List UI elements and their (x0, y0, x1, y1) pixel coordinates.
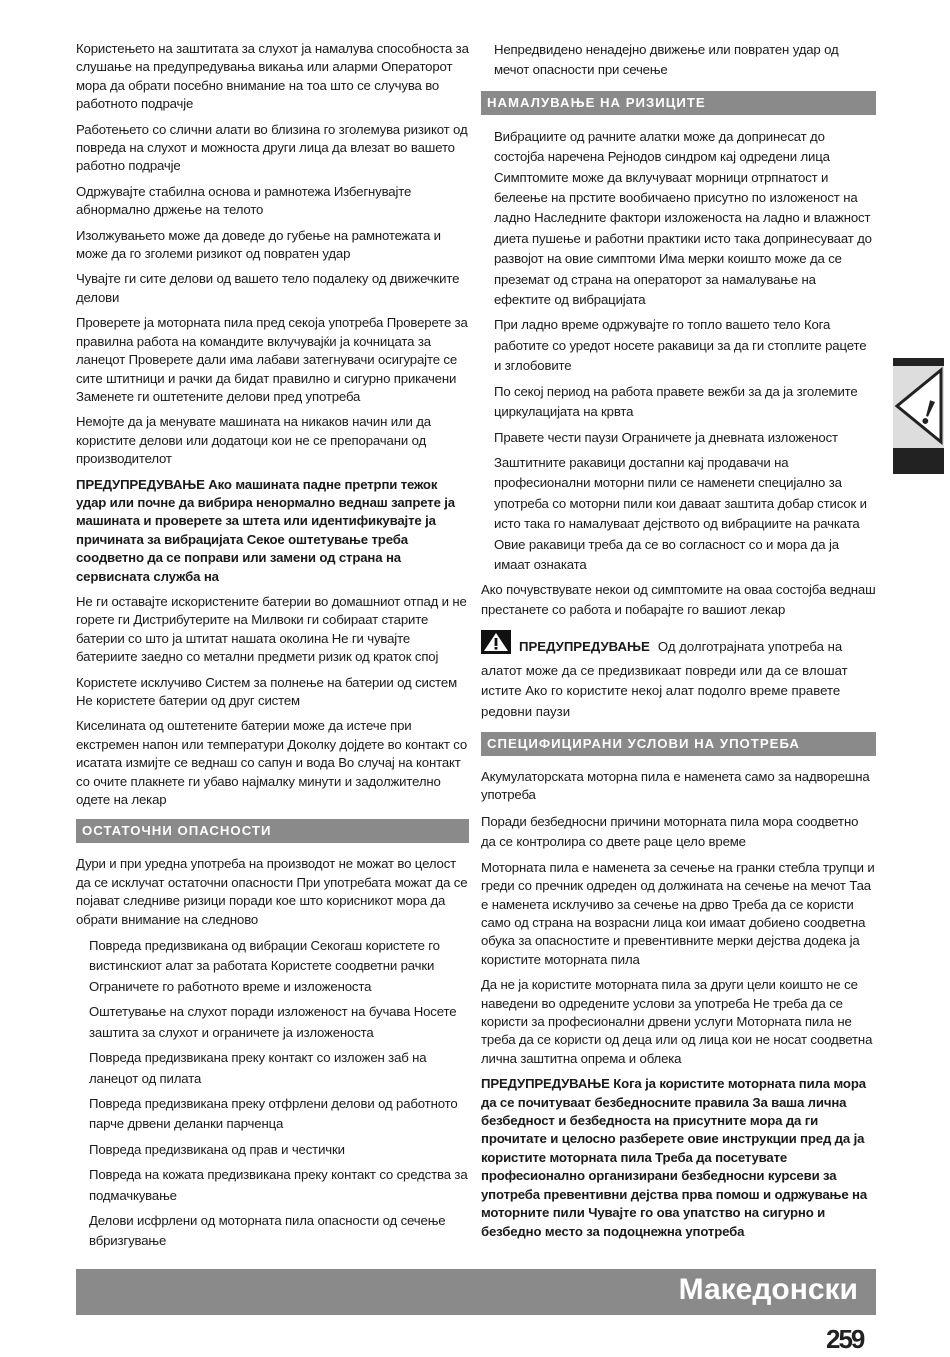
section-heading-specified-use: СПЕЦИФИЦИРАНИ УСЛОВИ НА УПОТРЕБА (481, 732, 876, 756)
paragraph: Поради безбедносни причини моторната пила мора соодветно да се контролира со двете раце цело време (481, 813, 859, 849)
paragraph: Дури и при уредна употреба на производот не можат во целост да се исклучат остаточни опасности При употребата можат да се појават следниве ризици поради кое што корисникот мора да обрати внимание на следново (76, 856, 468, 927)
warning-side-icon (893, 366, 944, 448)
paragraph: Изолжувањето може да доведе до губење на рамнотежата и може да го зголеми ризикот од повратен удар (76, 227, 441, 262)
paragraph: Користете исклучиво Систем за полнење на батерии од систем Не користете батерии од друг систем (76, 674, 458, 708)
warning-paragraph: ПРЕДУПРЕДУВАЊЕ Кога ја користите моторната пила мора да се почитуваат безбедносните правила За ваша лична безбедност и безбедноста на присутните мора да ги прочитате и целосно разберете овие инструкции пред да ја користите моторната пила Треба да посетувате професионално организирани безбедносни курсеви за употреба превентивни дејства прва помош и одржување на моторните пили Чувајте го ова упатство на сигурно и безбедно место за подоцнежна употреба (481, 1076, 868, 1239)
risk-item: Повреда предизвикана од прав и честички (89, 1141, 345, 1157)
risk-item: Непредвидено ненадејно движење или повратен удар од мечот опасности при сечење (494, 42, 839, 78)
left-column (76, 40, 469, 1257)
paragraph: Ако почувствувате некои од симптомите на оваа состојба веднаш престанете со работа и побарајте го вашиот лекар (481, 582, 876, 618)
language-label: Македонски (678, 1273, 858, 1306)
paragraph: Акумулаторската моторна пила е наменета само за надворешна употреба (481, 768, 870, 803)
paragraph: Чувајте ги сите делови од вашето тело подалеку од движечките делови (76, 271, 460, 305)
risk-item: Делови исфрлени од моторната пила опасности од сечење вбризгување (89, 1212, 446, 1249)
paragraph: Проверете ја моторната пила пред секоја употреба Проверете за правилна работа на командите вклучувајќи ја кочницата за ланецот Проверете дали има лабави затегнувачи осигурајте се сите штитници и рачки да бидат правилно и сигурно прикачени Заменете ги оштетените делови пред употреба (76, 315, 468, 404)
risk-item: Повреда предизвикана од вибрации Секогаш користете го вистинскиот алат за работата Користете соодветни рачки Ограничете го работното време и изложеноста (89, 938, 440, 994)
paragraph: Одржувајте стабилна основа и рамнотежа Избегнувајте абнормално држење на телото (76, 183, 412, 218)
language-footer-bar (76, 1269, 876, 1315)
section-heading-reducing-risks: НАМАЛУВАЊЕ НА РИЗИЦИТЕ (481, 91, 876, 115)
paragraph: Користењето на заштитата за слухот ја намалува способноста за слушање на предупредувања викања или аларми Операторот мора да обрати посебно внимание на тоа што се случува во работното подрачје (76, 41, 469, 112)
paragraph: Моторната пила е наменета за сечење на гранки стебла трупци и греди со пречник одреден од должината на сечење на мечот Таа е наменета исклучиво за сечење на дрво Треба да се користи само од страна на возрасни лица кои имаат добиено соодветна обука за опасностите и превентивните мерки дејства додека ја користите моторната пила (481, 859, 875, 967)
right-column (481, 40, 876, 1248)
vibration-item: Правете чести паузи Ограничете ја дневната изложеност (494, 429, 838, 445)
vibration-item: По секој период на работа правете вежби за да ја зголемите циркулацијата на крвта (494, 383, 858, 420)
warning-triangle-icon (481, 630, 511, 660)
warning-block (481, 630, 876, 722)
paragraph: Киселината од оштетените батерии може да истече при екстремен напон или температури Доколку дојдете во контакт со исатата измијте се веднаш со сапун и вода Во случај на контакт со очите плакнете ги убаво најмалку минути и задолжително одете на лекар (76, 718, 468, 808)
svg-text:!: ! (916, 391, 942, 433)
risk-item: Повреда предизвикана преку отфрлени делови од работното парче дрвени деланки парченца (89, 1095, 458, 1132)
paragraph: Работењето со слични алати во близина го зголемува ризикот од повреда на слухот и можноста други лица да влезат во вашето работно подрачје (76, 121, 468, 174)
vibration-item: Заштитните ракавици достапни кај продавачи на професионални моторни пили се наменети специјално за употреба со моторни пили кои даваат заштита добар стисок и исто така го намалуваат дејството од вибрациите на рачката Овие ракавици треба да се во согласност со и мора да ја имаат ознаката (494, 454, 867, 572)
risk-item: Повреда предизвикана преку контакт со изложен заб на ланецот од пилата (89, 1050, 427, 1086)
warning-label: ПРЕДУПРЕДУВАЊЕ (519, 639, 650, 655)
vibration-item: При ладно време одржувајте го топло вашето тело Кога работите со уредот носете ракавици за да ги стоплите рацете и зглобовите (494, 317, 867, 374)
paragraph: Не ги оставајте искористените батерии во домашниот отпад и не горете ги Дистрибутерите на Милвоки ги собираат старите батерии со што ја штитат нашата околина Не ги чувајте батериите заедно со метални предмети ризик од краток спој (76, 593, 467, 665)
paragraph: Да не ја користите моторната пила за други цели коишто не се наведени во одредените услови за употреба Не треба да се користи за професионални дрвени услуги Моторната пила не треба да се користи од деца или од лица кои не носат соодветна лична заштитна опрема и облека (481, 977, 873, 1066)
risk-item: Повреда на кожата предизвикана преку контакт со средства за подмачкување (89, 1167, 468, 1203)
warning-side-tab (893, 358, 944, 474)
section-heading-residual-risks: ОСТАТОЧНИ ОПАСНОСТИ (76, 819, 469, 843)
paragraph: Немојте да ја менувате машината на никаков начин или да користите делови или додатоци кои не се препорачани од производителот (76, 414, 431, 467)
page-number: 259 (826, 1324, 864, 1354)
warning-text: Од долготрајната употреба на алатот може да се предизвикаат повреди или да се влошат истите Ако го користите некој алат подолго време правете редовни паузи (481, 639, 848, 719)
warning-paragraph: ПРЕДУПРЕДУВАЊЕ Ако машината падне претрпи тежок удар или почне да вибрира ненормално веднаш запрете ја машината и проверете за штета или идентификувајте ја причината за вибрацијата Секое оштетување треба соодветно да се поправи или замени од страна на сервисната служба на (76, 476, 455, 584)
vibration-item: Вибрациите од рачните алатки може да допринесат до состојба наречена Рејнодов синдром кај одредени лица Симптомите може да вклучуваат морници отрпнатост и белеење на прстите вообичаено присутно по изложеност на ладно Наследните фактори изложеноста на ладно и влажност диета пушење и работни практики исто така допринесуваат до развојот на овие симптоми Има мерки коишто може да се преземат од страна на операторот за намалување на ефектите од вибрацијата (494, 128, 872, 308)
risk-item: Оштетување на слухот поради изложеност на бучава Носете заштита за слухот и ограничете ја изложеноста (89, 1004, 457, 1040)
